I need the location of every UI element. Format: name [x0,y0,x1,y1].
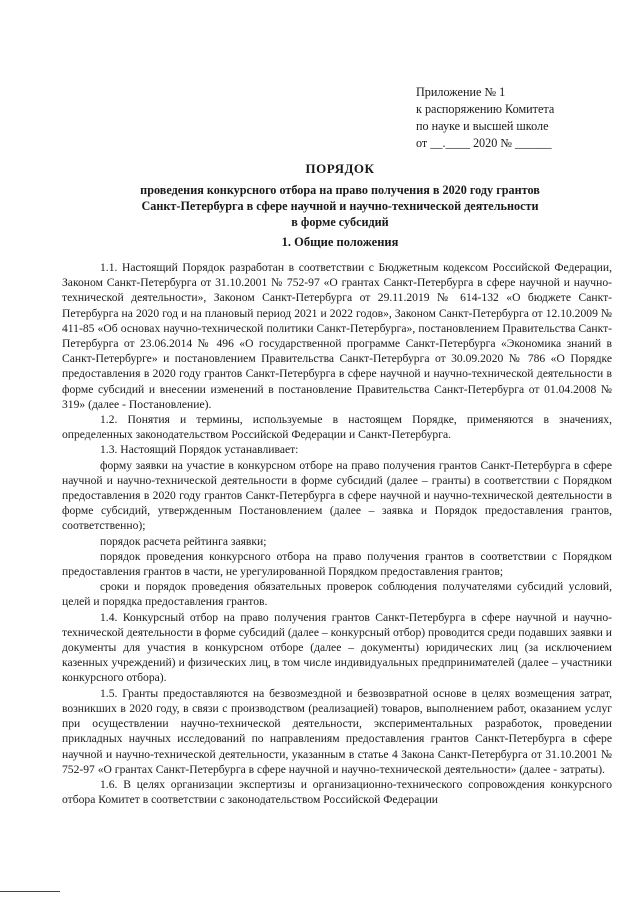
appendix-line-3: по науке и высшей школе [416,119,549,133]
paragraph-1-1: 1.1. Настоящий Порядок разработан в соответствии с Бюджетным кодексом Российской Федерации, Законом Санкт-Петербурга от 31.10.2001 № 752-97 «О грантах Санкт-Петербурга в сфере научной и научно-технической деятельности», Законом Санкт-Петербурга от 29.11.2019 № 614-132 «О бюджете Санкт-Петербурга на 2020 год и на плановый период 2021 и 2022 годов», Законом Санкт-Петербурга от 12.10.2009 № 411-85 «Об основах научно-технической политики Санкт-Петербурга», постановлением Правительства Санкт-Петербурга от 23.06.2014 № 496 «О государственной программе Санкт-Петербурга «Экономика знаний в Санкт-Петербурге» и постановлением Правительства Санкт-Петербурга от 30.09.2020 № 786 «О Порядке предоставления в 2020 году грантов Санкт-Петербурга в сфере научной и научно-технической деятельности в форме субсидий и внесении изменений в постановление Правительства Санкт-Петербурга от 01.04.2008 № 319» (далее - Постановление). [62,261,612,411]
paragraph-1-4: 1.4. Конкурсный отбор на право получения грантов Санкт-Петербурга в сфере научной и научно-технической деятельности в форме субсидий (далее – конкурсный отбор) проводится среди подавших заявки и документы для участия в конкурсном отборе (далее – документы) юридических лиц (за исключением казенных учреждений) и физических лиц, в том числе индивидуальных предпринимателей (далее – участники конкурсного отбора). [62,610,612,685]
title-line-3: в форме субсидий [291,215,389,229]
document-body [62,260,612,807]
footnote-divider [0,891,60,892]
appendix-line-4: от __.____ 2020 № ______ [416,136,552,150]
title-subtitle [60,182,620,230]
appendix-header [416,84,616,152]
section-heading: 1. Общие положения [281,235,399,249]
list-item-checks: сроки и порядок проведения обязательных проверок соблюдения получателями субсидий условий, целей и порядка предоставления грантов. [62,580,612,609]
paragraph-1-6: 1.6. В целях организации экспертизы и организационно-технического сопровождения конкурсного отбора Комитет в соответствии с законодательством Российской Федерации [62,777,612,807]
document-title [60,160,620,230]
list-item-form: форму заявки на участие в конкурсном отборе на право получения грантов Санкт-Петербурга в сфере научной и научно-технической деятельности в форме субсидий (далее – гранты) в соответствии с Порядком предоставления в 2020 году грантов Санкт-Петербурга в сфере научной и научно-технической деятельности в форме субсидий, утвержденным Постановлением (далее – заявка и Порядок предоставления грантов, соответственно); [62,458,612,533]
paragraph-1-3: 1.3. Настоящий Порядок устанавливает: [100,443,299,457]
list-item-rating: порядок расчета рейтинга заявки; [100,534,267,548]
paragraph-1-2: 1.2. Понятия и термины, используемые в настоящем Порядке, применяются в значениях, определенных законодательством Российской Федерации и Санкт-Петербурга. [62,413,612,442]
appendix-line-1: Приложение № 1 [416,85,506,99]
appendix-line-2: к распоряжению Комитета [416,102,555,116]
paragraph-1-5: 1.5. Гранты предоставляются на безвозмездной и безвозвратной основе в целях возмещения затрат, возникших в 2020 году, в связи с производством (реализацией) товаров, выполнением работ, оказанием услуг при осуществлении научно-технической деятельности, экспериментальных разработок, проведении прикладных научных исследований по направлениям предоставления грантов Санкт-Петербурга в сфере научной и научно-технической деятельности, указанным в статье 4 Закона Санкт-Петербурга от 31.10.2001 № 752-97 «О грантах Санкт-Петербурга в сфере научной и научно-технической деятельности» (далее - затраты). [62,686,612,776]
title-line-1: проведения конкурсного отбора на право получения в 2020 году грантов [140,183,540,197]
list-item-procedure: порядок проведения конкурсного отбора на право получения грантов в соответствии с Порядком предоставления грантов в части, не урегулированной Порядком предоставления грантов; [62,549,612,579]
title-line-2: Санкт-Петербурга в сфере научной и научно-технической деятельности [141,199,539,213]
title-main: ПОРЯДОК [305,161,375,176]
